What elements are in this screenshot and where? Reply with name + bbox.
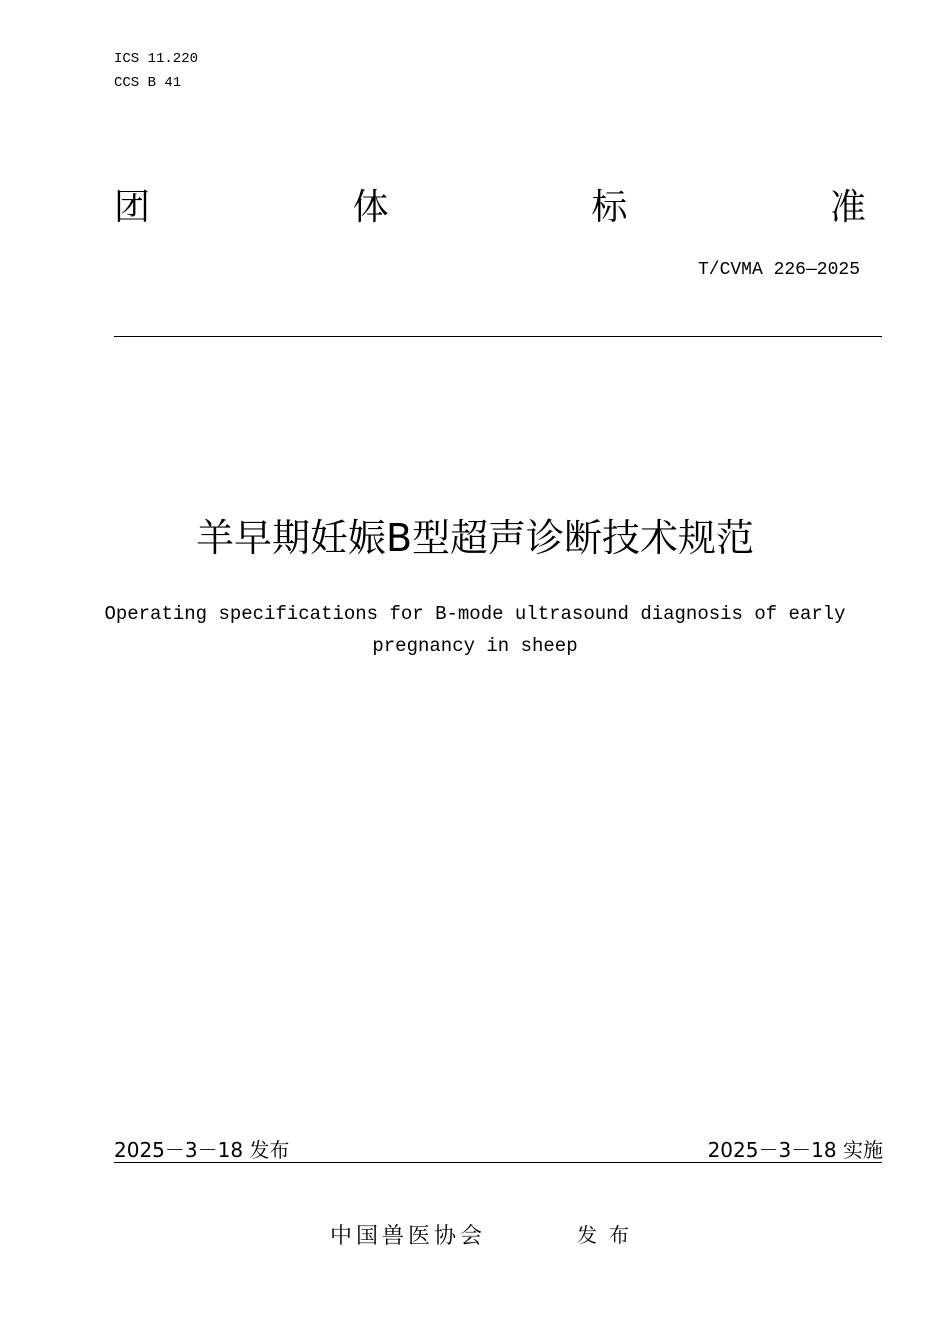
ics-code: ICS 11.220: [114, 51, 199, 67]
english-title: Operating specifications for B-mode ultrasound diagnosis of early pregnancy in sheep: [104, 603, 846, 657]
standard-type-heading: [114, 186, 866, 230]
standard-type-char-2: 体: [352, 187, 389, 228]
standard-type-char-3: 标: [591, 187, 628, 228]
standard-type-char-1: 团: [114, 187, 151, 228]
standard-type-char-4: 准: [829, 187, 866, 228]
chinese-title: 羊早期妊娠B型超声诊断技术规范: [195, 516, 755, 560]
standard-number: T/CVMA 226—2025: [697, 260, 860, 280]
ccs-code: CCS B 41: [114, 75, 182, 91]
issuing-organization: 中国兽医协会: [330, 1224, 487, 1249]
bottom-divider: [114, 1162, 882, 1163]
top-divider: [114, 336, 882, 337]
implementation-date: 2025－3－18 实施: [707, 1138, 883, 1162]
issued-label: 发布: [577, 1223, 641, 1247]
release-date: 2025－3－18 发布: [114, 1138, 290, 1162]
